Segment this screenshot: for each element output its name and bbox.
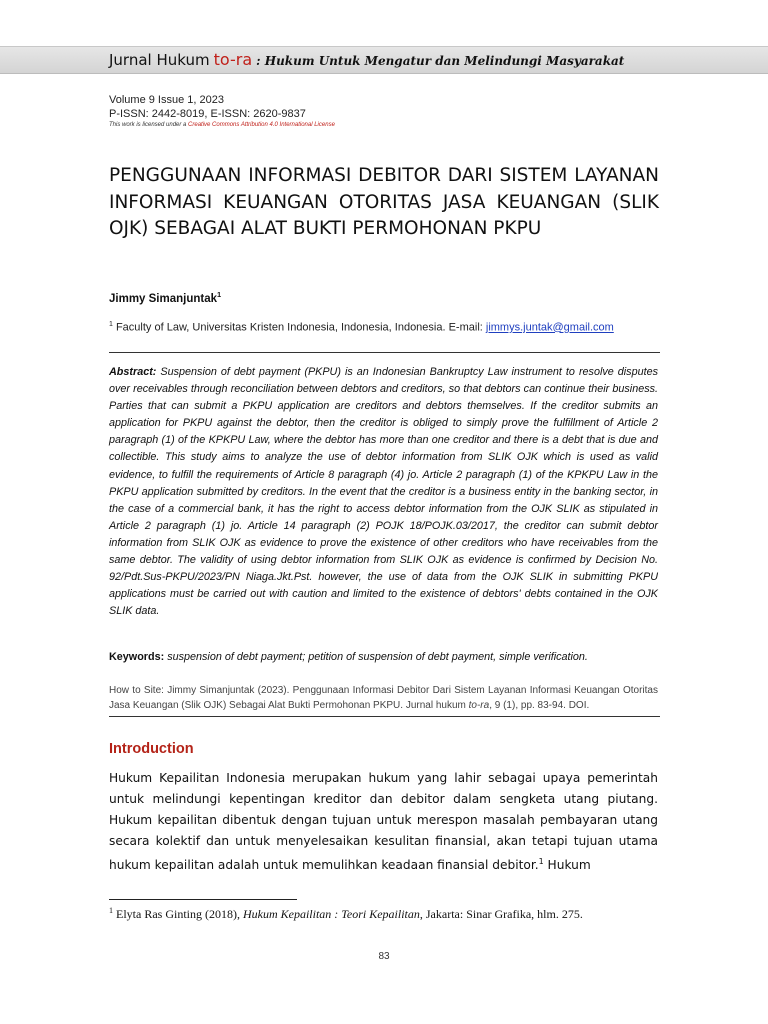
license-note	[109, 121, 335, 129]
journal-tagline: : Hukum Untuk Mengatur dan Melindungi Masyarakat	[256, 54, 625, 68]
keywords-text: suspension of debt payment; petition of suspension of debt payment, simple verification.	[164, 651, 588, 663]
license-prefix: This work is licensed under a	[109, 122, 189, 128]
author	[109, 290, 221, 305]
introduction-text: Hukum Kepailitan Indonesia merupakan hukum yang lahir sebagai upaya pemerintah untuk melindungi kepentingan kreditor dan debitor dalam sengketa utang piutang. Hukum kepailitan dibentuk dengan tujuan untuk merespon masalah pembayaran utang secara kolektif dan untuk menyelesaikan kesulitan finansial, akan tetapi tujuan utama hukum kepailitan adalah untuk memulihkan keadaan finansial debitor.	[109, 771, 658, 872]
footnote-book-title: Hukum Kepailitan : Teori Kepailitan	[242, 907, 420, 921]
footnote-ref[interactable]: 1	[538, 856, 544, 866]
citation-text: How to Site: Jimmy Simanjuntak (2023). Penggunaan Informasi Debitor Dari Sistem Layanan Informasi Keuangan Otoritas Jasa Keuangan (Slik OJK) Sebagai Alat Bukti Permohonan PKPU. Jurnal hukum	[109, 685, 658, 711]
introduction-heading: Introduction	[109, 741, 194, 757]
abstract-label: Abstract:	[109, 366, 157, 378]
citation	[109, 683, 658, 713]
author-mark: 1	[217, 290, 222, 299]
footnote	[109, 906, 583, 922]
abstract	[109, 364, 658, 620]
citation-journal: to-ra	[468, 700, 490, 711]
journal-name: Jurnal Hukum	[109, 51, 210, 69]
journal-header	[109, 50, 624, 70]
affiliation-text: Faculty of Law, Universitas Kristen Indonesia, Indonesia, Indonesia. E-mail:	[112, 321, 486, 334]
citation-tail: , 9 (1), pp. 83-94. DOI.	[489, 700, 590, 711]
keywords	[109, 651, 658, 663]
footnote-text: Elyta Ras Ginting (2018),	[113, 907, 243, 921]
abstract-bottom-rule	[109, 716, 660, 717]
article-title: PENGGUNAAN INFORMASI DEBITOR DARI SISTEM LAYANAN INFORMASI KEUANGAN OTORITAS JASA KEUANGAN (SLIK OJK) SEBAGAI ALAT BUKTI PERMOHONAN PKPU	[109, 165, 659, 239]
page-number: 83	[378, 951, 390, 962]
introduction-paragraph	[109, 768, 658, 876]
affiliation-mark: 1	[109, 321, 113, 328]
abstract-text: Suspension of debt payment (PKPU) is an Indonesian Bankruptcy Law instrument to resolve disputes over receivables through reconciliation between debtors and creditors, so that debtors can continue their business. Parties that can submit a PKPU application are creditors and debtors themselves. If the creditor submits an application for PKPU against the debtor, then the creditor is obliged to simply prove the fulfillment of Article 2 paragraph (1) of the KPKPU Law, where the debtor has more than one creditor and there is a debt that is due and collectible. This study aims to analyze the use of debtor information from SLIK OJK which is used as valid evidence, to fulfill the requirements of Article 8 paragraph (4) jo. Article 2 paragraph (1) of the KPKPU Law in the PKPU application submitted by creditors. In the event that the creditor is a business entity in the banking sector, in the case of a commercial bank, it has the right to access debtor information from the OJK SLIK as stipulated in Article 2 paragraph (1) jo. Article 14 paragraph (2) POJK 18/POJK.03/2017, the creditor can submit debtor information from SLIK OJK as evidence to prove the existence of other creditors who have receivables from the same debtor. The validity of using debtor information from SLIK OJK as evidence is confirmed by Decision No. 92/Pdt.Sus-PKPU/2023/PN Niaga.Jkt.Pst. however, the use of data from the OJK SLIK in submitting PKPU applications must be carried out with caution and limited to the existence of debtors' debts contained in the OJK SLIK data.	[109, 366, 658, 618]
footnote-mark: 1	[109, 906, 113, 915]
footnote-tail: , Jakarta: Sinar Grafika, hlm. 275.	[419, 907, 583, 921]
volume-info: Volume 9 Issue 1, 2023	[109, 94, 224, 106]
issue-meta	[109, 93, 335, 129]
introduction-trailing: Hukum	[543, 857, 591, 872]
license-link[interactable]: Creative Commons Attribution 4.0 International License	[188, 122, 335, 128]
author-email-link[interactable]: jimmys.juntak@gmail.com	[485, 321, 614, 334]
abstract-top-rule	[109, 352, 660, 353]
keywords-label: Keywords:	[109, 651, 165, 663]
issn-info: P-ISSN: 2442-8019, E-ISSN: 2620-9837	[109, 108, 306, 120]
affiliation	[109, 321, 614, 334]
footnote-separator	[109, 899, 297, 900]
author-name: Jimmy Simanjuntak	[109, 292, 218, 305]
journal-brand: to-ra	[213, 50, 253, 69]
